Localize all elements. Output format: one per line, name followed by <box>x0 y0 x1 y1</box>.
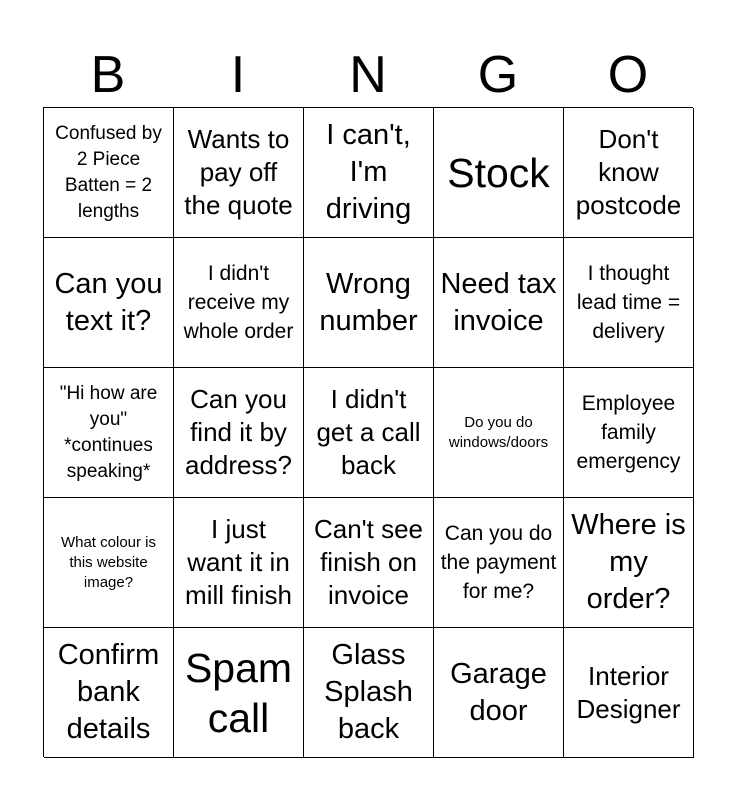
bingo-cell[interactable]: Can you find it by address? <box>174 368 304 498</box>
bingo-cell[interactable]: Confused by 2 Piece Batten = 2 lengths <box>44 108 174 238</box>
bingo-cell[interactable]: Do you do windows/doors <box>434 368 564 498</box>
bingo-cell[interactable]: Wrong number <box>304 238 434 368</box>
bingo-cell[interactable]: I just want it in mill finish <box>174 498 304 628</box>
bingo-cell[interactable]: Can you do the payment for me? <box>434 498 564 628</box>
bingo-cell[interactable]: What colour is this website image? <box>44 498 174 628</box>
bingo-header <box>43 44 693 106</box>
header-letter-g: G <box>477 46 519 104</box>
bingo-cell[interactable]: Wants to pay off the quote <box>174 108 304 238</box>
header-letter-i: I <box>230 46 246 104</box>
bingo-cell[interactable]: Employee family emergency <box>564 368 694 498</box>
bingo-cell[interactable]: Where is my order? <box>564 498 694 628</box>
bingo-cell[interactable]: Stock <box>434 108 564 238</box>
bingo-cell[interactable]: I didn't get a call back <box>304 368 434 498</box>
header-letter-o: O <box>607 46 649 104</box>
bingo-cell[interactable]: Can you text it? <box>44 238 174 368</box>
bingo-cell[interactable]: Glass Splash back <box>304 628 434 758</box>
bingo-grid <box>43 107 693 757</box>
header-letter-n: N <box>349 46 387 104</box>
bingo-cell[interactable]: I thought lead time = delivery <box>564 238 694 368</box>
bingo-cell[interactable]: I didn't receive my whole order <box>174 238 304 368</box>
bingo-cell[interactable]: Garage door <box>434 628 564 758</box>
bingo-cell[interactable]: I can't, I'm driving <box>304 108 434 238</box>
bingo-cell[interactable]: Interior Designer <box>564 628 694 758</box>
bingo-cell[interactable]: Spam call <box>174 628 304 758</box>
bingo-cell[interactable]: Need tax invoice <box>434 238 564 368</box>
bingo-cell[interactable]: Can't see finish on invoice <box>304 498 434 628</box>
bingo-cell[interactable]: Don't know postcode <box>564 108 694 238</box>
header-letter-b: B <box>90 46 126 104</box>
bingo-cell[interactable]: Confirm bank details <box>44 628 174 758</box>
bingo-cell[interactable]: "Hi how are you" *continues speaking* <box>44 368 174 498</box>
